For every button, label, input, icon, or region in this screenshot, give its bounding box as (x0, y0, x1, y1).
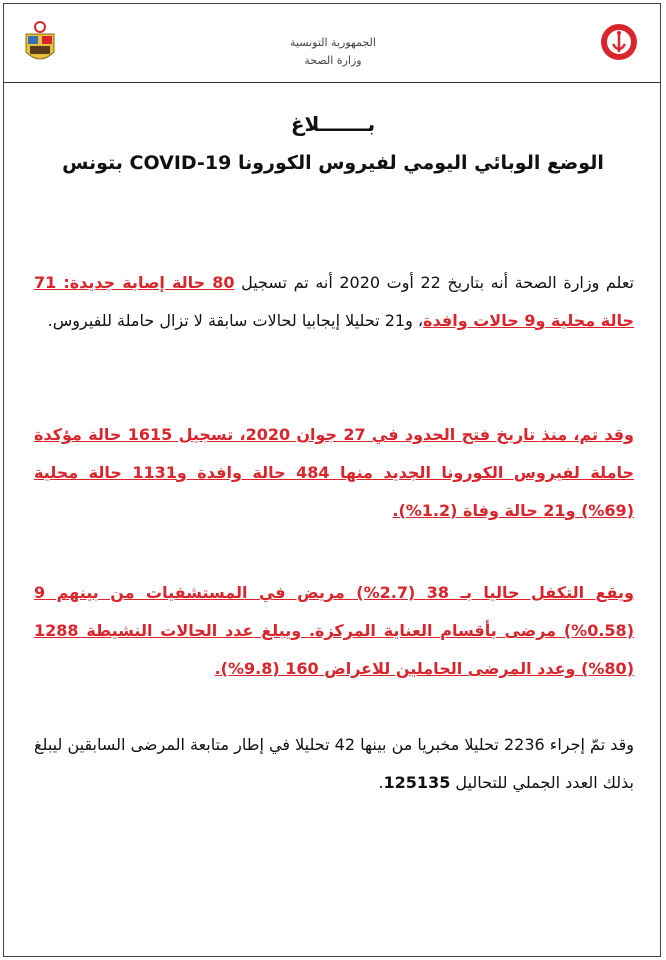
paragraph-tests (34, 726, 634, 802)
para1-highlight: 80 حالة إصابة جديدة: 71 حالة محلية و9 حالات وافدة (34, 273, 634, 330)
para4-text-end: . (378, 773, 384, 792)
ministry-health-logo-icon (599, 22, 639, 62)
coat-of-arms-icon (22, 20, 58, 66)
para1-text-start: تعلم وزارة الصحة أنه بتاريخ 22 أوت 2020 أنه تم تسجيل (234, 273, 635, 292)
header-republic: الجمهورية التونسية (290, 36, 376, 49)
document-header (240, 34, 426, 70)
para4-total-tests: 125135 (383, 773, 451, 792)
para4-text-start: وقد تمّ إجراء 2236 تحليلا مخبريا من بينها 42 تحليلا في إطار متابعة المرضى السابقين ليبلغ بذلك العدد الجملي للتحاليل (34, 735, 635, 792)
paragraph-since-border-opening: وقد تم، منذ تاريخ فتح الحدود في 27 جوان 2020، تسجيل 1615 حالة مؤكدة حاملة لفيروس الكورونا الجديد منها 484 حالة وافدة و1131 حالة محلية (69%) و21 حالة وفاة (1.2%). (34, 425, 635, 520)
header-divider (3, 82, 661, 83)
header-ministry: وزارة الصحة (304, 54, 362, 67)
para1-text-end: ، و21 تحليلا إيجابيا لحالات سابقة لا تزال حاملة للفيروس. (47, 311, 424, 330)
paragraph-new-cases (34, 264, 634, 340)
paragraph-hospitalization: ويقع التكفل حاليا بـ 38 (2.7%) مريض في المستشفيات من بينهم 9 (0.58%) مرضى بأقسام العناية المركزة. ويبلغ عدد الحالات النشيطة 1288 (80%) وعدد المرضى الحاملين للاعراض 160 (9.8%). (34, 583, 634, 678)
communique-subtitle: الوضع الوبائي اليومي لفيروس الكورونا COVID-19 بتونس (62, 152, 604, 174)
communique-title: بـــــــلاغ (290, 112, 376, 136)
